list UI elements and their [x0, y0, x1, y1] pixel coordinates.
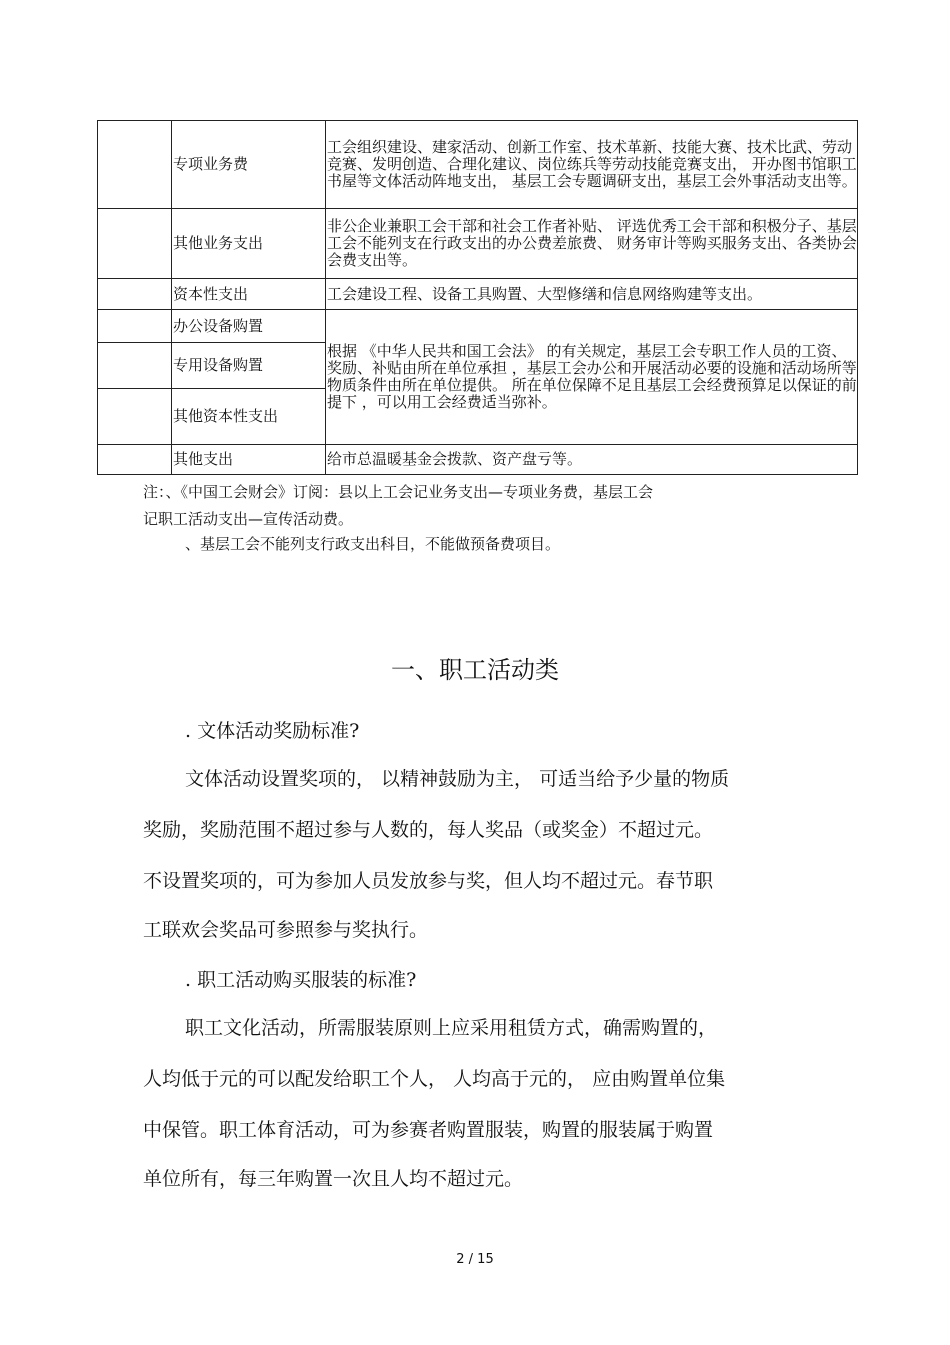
table-row [98, 209, 858, 279]
table-row [98, 279, 858, 310]
paragraph-2-line: 人均低于元的可以配发给职工个人， 人均高于元的， 应由购置单位集 [143, 1068, 726, 1090]
note-line-3: 、基层工会不能列支行政支出科目，不能做预备费项目。 [185, 535, 561, 553]
paragraph-1-line: 不设置奖项的，可为参加人员发放参与奖，但人均不超过元。春节职 [143, 870, 714, 892]
table-cell-index [98, 310, 172, 343]
table-cell-index [98, 279, 172, 310]
question-2: . 职工活动购买服装的标准? [185, 969, 417, 991]
note-line-1: 注：、《中国工会财会》订阅：县以上工会记业务支出—专项业务费，基层工会 [143, 483, 654, 501]
table-cell-name: 其他支出 [172, 445, 326, 475]
paragraph-1-line: 工联欢会奖品可参照参与奖执行。 [143, 919, 429, 941]
table-cell-name: 办公设备购置 [172, 310, 326, 343]
paragraph-2-line: 中保管。职工体育活动，可为参赛者购置服装，购置的服装属于购置 [143, 1119, 714, 1141]
table-cell-name: 资本性支出 [172, 279, 326, 310]
table-row [98, 121, 858, 209]
paragraph-1-line: 奖励，奖励范围不超过参与人数的，每人奖品（或奖金）不超过元。 [143, 819, 714, 841]
table-cell-desc: 工会组织建设、建家活动、创新工作室、技术革新、技能大赛、技术比武、劳动竞赛、发明创造、合理化建议、岗位练兵等劳动技能竞赛支出， 开办图书馆职工书屋等文体活动阵地支出， 基层工会专题调研支出，基层工会外事活动支出等。 [326, 121, 858, 209]
expense-category-table [97, 120, 858, 475]
table-row [98, 445, 858, 475]
table-cell-index [98, 389, 172, 445]
table-cell-index [98, 209, 172, 279]
table-cell-desc: 非公企业兼职工会干部和社会工作者补贴、 评选优秀工会干部和积极分子、基层工会不能列支在行政支出的办公费差旅费、 财务审计等购买服务支出、各类协会会费支出等。 [326, 209, 858, 279]
section-title: 一、职工活动类 [391, 656, 559, 684]
paragraph-2-line: 单位所有，每三年购置一次且人均不超过元。 [143, 1168, 524, 1190]
note-line-2: 记职工活动支出—宣传活动费。 [143, 510, 354, 528]
table-cell-name: 专用设备购置 [172, 343, 326, 389]
table-cell-desc: 给市总温暖基金会拨款、资产盘亏等。 [326, 445, 858, 475]
page-number: 2 / 15 [456, 1252, 494, 1267]
table-cell-index [98, 445, 172, 475]
table-cell-index [98, 121, 172, 209]
table-cell-merged-desc: 根据 《中华人民共和国工会法》 的有关规定，基层工会专职工作人员的工资、奖励、补贴由所在单位承担 ，基层工会办公和开展活动必要的设施和活动场所等物质条件由所在单位提供。 所在单位保障不足且基层工会经费预算足以保证的前提下 ，可以用工会经费适当弥补。 [326, 310, 858, 445]
paragraph-2-line: 职工文化活动，所需服装原则上应采用租赁方式，确需购置的， [185, 1017, 718, 1039]
table-cell-name: 其他业务支出 [172, 209, 326, 279]
table-cell-name: 专项业务费 [172, 121, 326, 209]
table-row [98, 310, 858, 343]
paragraph-1-line: 文体活动设置奖项的， 以精神鼓励为主， 可适当给予少量的物质 [185, 768, 730, 790]
table-cell-index [98, 343, 172, 389]
table-cell-name: 其他资本性支出 [172, 389, 326, 445]
table-cell-desc: 工会建设工程、设备工具购置、大型修缮和信息网络购建等支出。 [326, 279, 858, 310]
question-1: . 文体活动奖励标准? [185, 720, 360, 742]
